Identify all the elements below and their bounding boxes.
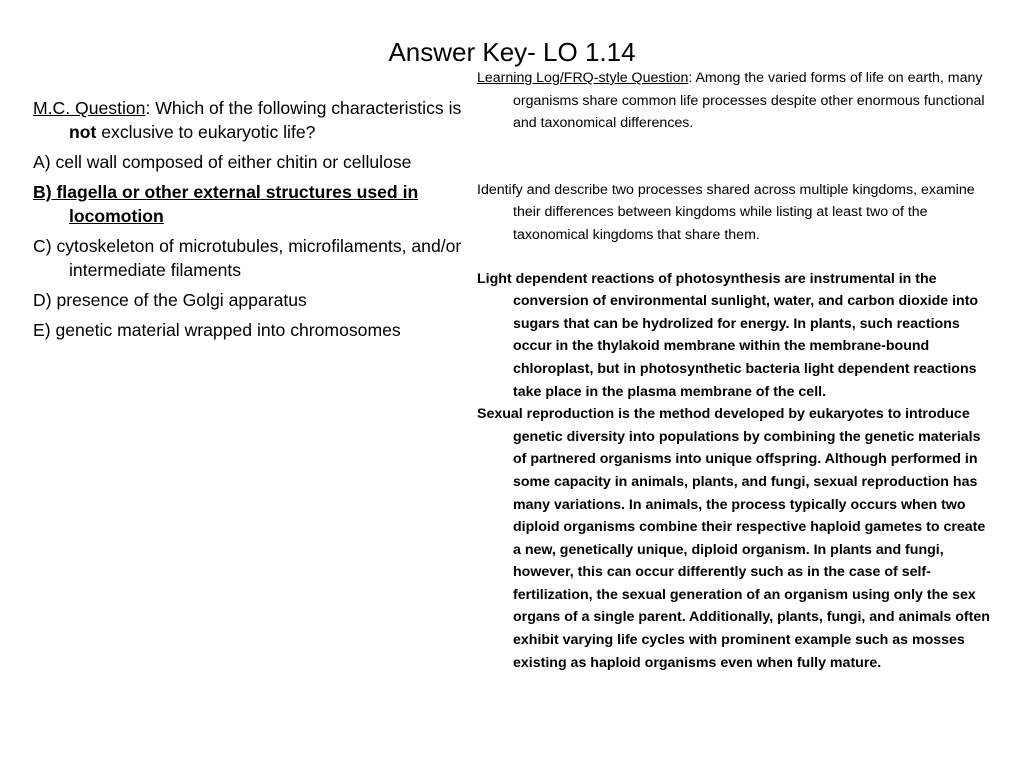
mc-stem-after: exclusive to eukaryotic life? [96, 122, 316, 142]
mc-stem-before: : Which of the following characteristics is [145, 98, 462, 118]
frq-intro-text: : Among the varied forms of life on earth, many organisms share common life processes despite other enormous functional and taxonomical differences. [513, 70, 985, 132]
frq-answer-photosynthesis: Light dependent reactions of photosynthesis are instrumental in the conversion of environmental sunlight, water, and carbon dioxide into sugars that can be hydrolized for energy. In plants, such reactions occur in the thylakoid membrane within the membrane-bound chloroplast, but in photosynthetic bacteria light dependent reactions take place in the plasma membrane of the cell. [477, 270, 979, 400]
mc-stem-emphasis: not [69, 122, 97, 142]
mc-question-label: M.C. Question [33, 98, 146, 118]
mc-option-a: A) cell wall composed of either chitin or cellulose [33, 152, 412, 172]
frq-label: Learning Log/FRQ-style Question [477, 70, 689, 86]
frq-block [477, 67, 997, 674]
slide-title: Answer Key- LO 1.14 [388, 37, 636, 67]
frq-answer-sexual-reproduction: Sexual reproduction is the method developed by eukaryotes to introduce genetic diversity into populations by combining the genetic materials of partnered organisms into unique offspring. Although performed in some capacity in animals, plants, and fungi, sexual reproduction has many variations. In animals, the process typically occurs when two diploid organisms combine their respective haploid gametes to create a new, genetically unique, diploid organism. In plants and fungi, however, this can occur differently such as in the case of self-fertilization, the sexual generation of an organism using only the sex organs of a single parent. Additionally, plants, fungi, and animals often exhibit varying life cycles with prominent example such as mosses existing as haploid organisms even when fully mature. [477, 406, 990, 671]
mc-option-e: E) genetic material wrapped into chromosomes [33, 320, 401, 340]
mc-option-b-correct: B) flagella or other external structures used in locomotion [33, 182, 419, 226]
mc-question-block [33, 96, 477, 348]
frq-intro [477, 67, 997, 135]
frq-prompt: Identify and describe two processes shared across multiple kingdoms, examine their differences between kingdoms while listing at least two of the taxonomical kingdoms that share them. [477, 181, 975, 243]
mc-option-d: D) presence of the Golgi apparatus [33, 290, 307, 310]
mc-question-stem [33, 96, 477, 144]
mc-option-c: C) cytoskeleton of microtubules, microfilaments, and/or intermediate filaments [33, 236, 462, 280]
